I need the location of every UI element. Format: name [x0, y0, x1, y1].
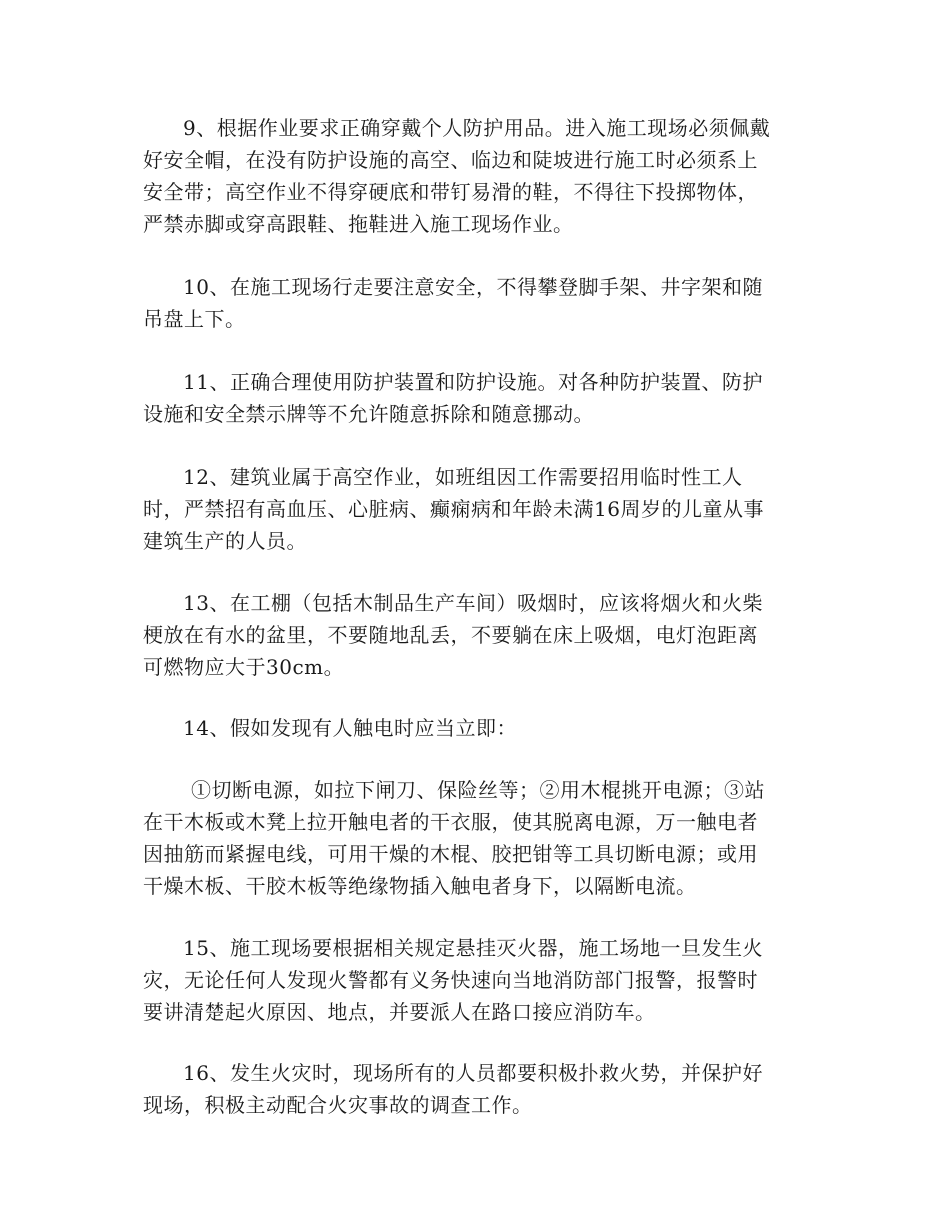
paragraph-15	[143, 932, 823, 1028]
text-line: 15、施工现场要根据相关规定悬挂灭火器，施工场地一旦发生火	[183, 936, 763, 960]
text-line: 可燃物应大于30cm。	[143, 655, 345, 679]
text-line: 时，严禁招有高血压、心脏病、癫痫病和年龄未满16周岁的儿童从事	[143, 497, 764, 521]
text-line: 9、根据作业要求正确穿戴个人防护用品。进入施工现场必须佩戴	[183, 116, 771, 140]
text-line: 灾，无论任何人发现火警都有义务快速向当地消防部门报警，报警时	[143, 968, 758, 992]
paragraph-11	[143, 366, 823, 430]
text-line: 14、假如发现有人触电时应当立即：	[183, 716, 517, 740]
text-line: 干燥木板、干胶木板等绝缘物插入触电者身下，以隔断电流。	[143, 874, 697, 898]
paragraph-14	[143, 712, 823, 744]
text-line: 13、在工棚（包括木制品生产车间）吸烟时，应该将烟火和火柴	[183, 591, 763, 615]
text-line: 在干木板或木凳上拉开触电者的干衣服，使其脱离电源，万一触电者	[143, 810, 758, 834]
paragraph-10	[143, 271, 823, 335]
text-line: 梗放在有水的盆里，不要随地乱丢，不要躺在床上吸烟，电灯泡距离	[143, 623, 758, 647]
text-line: 要讲清楚起火原因、地点，并要派人在路口接应消防车。	[143, 1000, 656, 1024]
text-line: 吊盘上下。	[143, 307, 246, 331]
paragraph-12	[143, 461, 823, 557]
text-line: 好安全帽，在没有防护设施的高空、临边和陡坡进行施工时必须系上	[143, 148, 758, 172]
text-line: ①切断电源，如拉下闸刀、保险丝等；②用木棍挑开电源；③站	[191, 778, 765, 802]
text-line: 严禁赤脚或穿高跟鞋、拖鞋进入施工现场作业。	[143, 212, 574, 236]
paragraph-9	[143, 112, 823, 240]
text-line: 16、发生火灾时，现场所有的人员都要积极扑救火势，并保护好	[183, 1061, 763, 1085]
text-line: 12、建筑业属于高空作业，如班组因工作需要招用临时性工人	[183, 465, 743, 489]
text-line: 安全带；高空作业不得穿硬底和带钉易滑的鞋，不得往下投掷物体，	[143, 180, 758, 204]
text-line: 11、正确合理使用防护装置和防护设施。对各种防护装置、防护	[183, 370, 763, 394]
text-line: 设施和安全禁示牌等不允许随意拆除和随意挪动。	[143, 402, 594, 426]
text-line: 现场，积极主动配合火灾事故的调查工作。	[143, 1093, 533, 1117]
paragraph-16	[143, 1057, 823, 1121]
paragraph-14-detail	[143, 774, 823, 902]
text-line: 因抽筋而紧握电线，可用干燥的木棍、胶把钳等工具切断电源；或用	[143, 842, 758, 866]
text-line: 10、在施工现场行走要注意安全，不得攀登脚手架、井字架和随	[183, 275, 763, 299]
paragraph-13	[143, 587, 823, 683]
text-line: 建筑生产的人员。	[143, 529, 307, 553]
